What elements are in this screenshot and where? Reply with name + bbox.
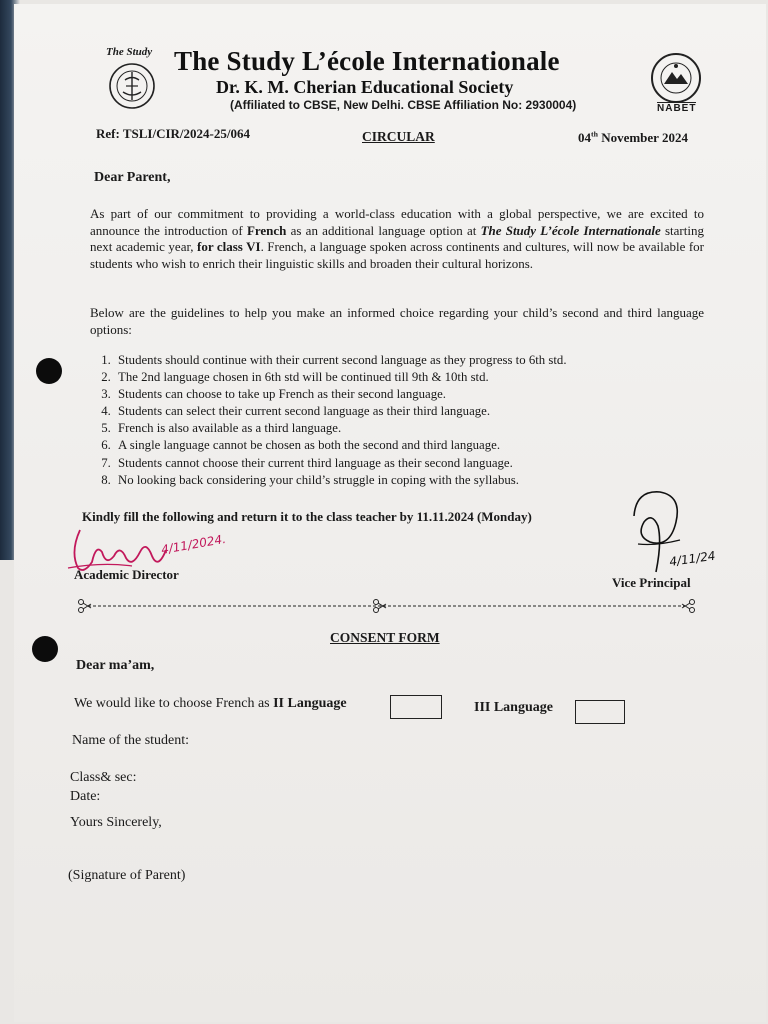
list-item: 8. No looking back considering your child’s struggle in coping with the syllabus. [114, 472, 694, 489]
guidelines-list [92, 352, 694, 489]
punch-hole-bottom [32, 636, 58, 662]
logo-caption: The Study [106, 46, 153, 58]
vice-principal-label: Vice Principal [612, 575, 691, 590]
class-section-label: Class& sec: [70, 770, 137, 785]
list-item: 5. French is also available as a third language. [114, 420, 694, 437]
intro-paragraph: As part of our commitment to providing a world-class education with a global perspective, we are excited to announce the introduction of French as an additional language option at The Study L’école Internationale starting next academic year, for class VI. French, a language spoken across continents and cultures, will now be available for students who wish to enrich their linguistic skills and broaden their cultural horizons. [90, 206, 705, 271]
svg-text:4/11/2024.: 4/11/2024. [160, 531, 227, 557]
school-name: The Study L’école Internationale [174, 46, 560, 76]
circular-date: 04th November 2024 [578, 129, 688, 145]
choose-french-line: We would like to choose French as II Language [74, 696, 347, 711]
list-item: 2. The 2nd language chosen in 6th std will be continued till 9th & 10th std. [114, 369, 694, 386]
student-name-label: Name of the student: [72, 733, 190, 748]
return-instruction: Kindly fill the following and return it to the class teacher by 11.11.2024 (Monday) [82, 509, 532, 524]
list-item: 6. A single language cannot be chosen as both the second and third language. [114, 437, 694, 454]
svg-text:4/11/24: 4/11/24 [668, 548, 717, 569]
nabet-label: NABET [657, 103, 697, 114]
third-language-checkbox[interactable] [575, 700, 625, 724]
list-item: 3. Students can choose to take up French as their second language. [114, 386, 694, 403]
yours-sincerely: Yours Sincerely, [70, 815, 162, 830]
consent-salutation: Dear ma’am, [76, 658, 155, 673]
circular-title: CIRCULAR [362, 129, 435, 144]
school-logo-icon [108, 62, 156, 110]
second-language-checkbox[interactable] [390, 695, 442, 719]
reference-number: Ref: TSLI/CIR/2024-25/064 [96, 126, 250, 141]
guidelines-intro: Below are the guidelines to help you make an informed choice regarding your child’s second and third language options: [90, 305, 704, 337]
society-name: Dr. K. M. Cherian Educational Society [216, 77, 514, 97]
quality-seal-icon [650, 52, 702, 104]
affiliation-line: (Affiliated to CBSE, New Delhi. CBSE Affiliation No: 2930004) [230, 98, 577, 112]
academic-director-label: Academic Director [74, 567, 179, 582]
parent-signature-label: (Signature of Parent) [68, 868, 186, 883]
list-item: 4. Students can select their current second language as their third language. [114, 403, 694, 420]
date-label: Date: [70, 789, 101, 804]
salutation: Dear Parent, [94, 170, 171, 185]
third-language-label: III Language [474, 700, 553, 715]
list-item: 7. Students cannot choose their current third language as their second language. [114, 455, 694, 472]
consent-form-title: CONSENT FORM [330, 630, 440, 645]
vice-principal-signature [616, 486, 726, 578]
cut-line [78, 598, 696, 614]
list-item: 1. Students should continue with their current second language as they progress to 6th std. [114, 352, 694, 369]
punch-hole-top [36, 358, 62, 384]
